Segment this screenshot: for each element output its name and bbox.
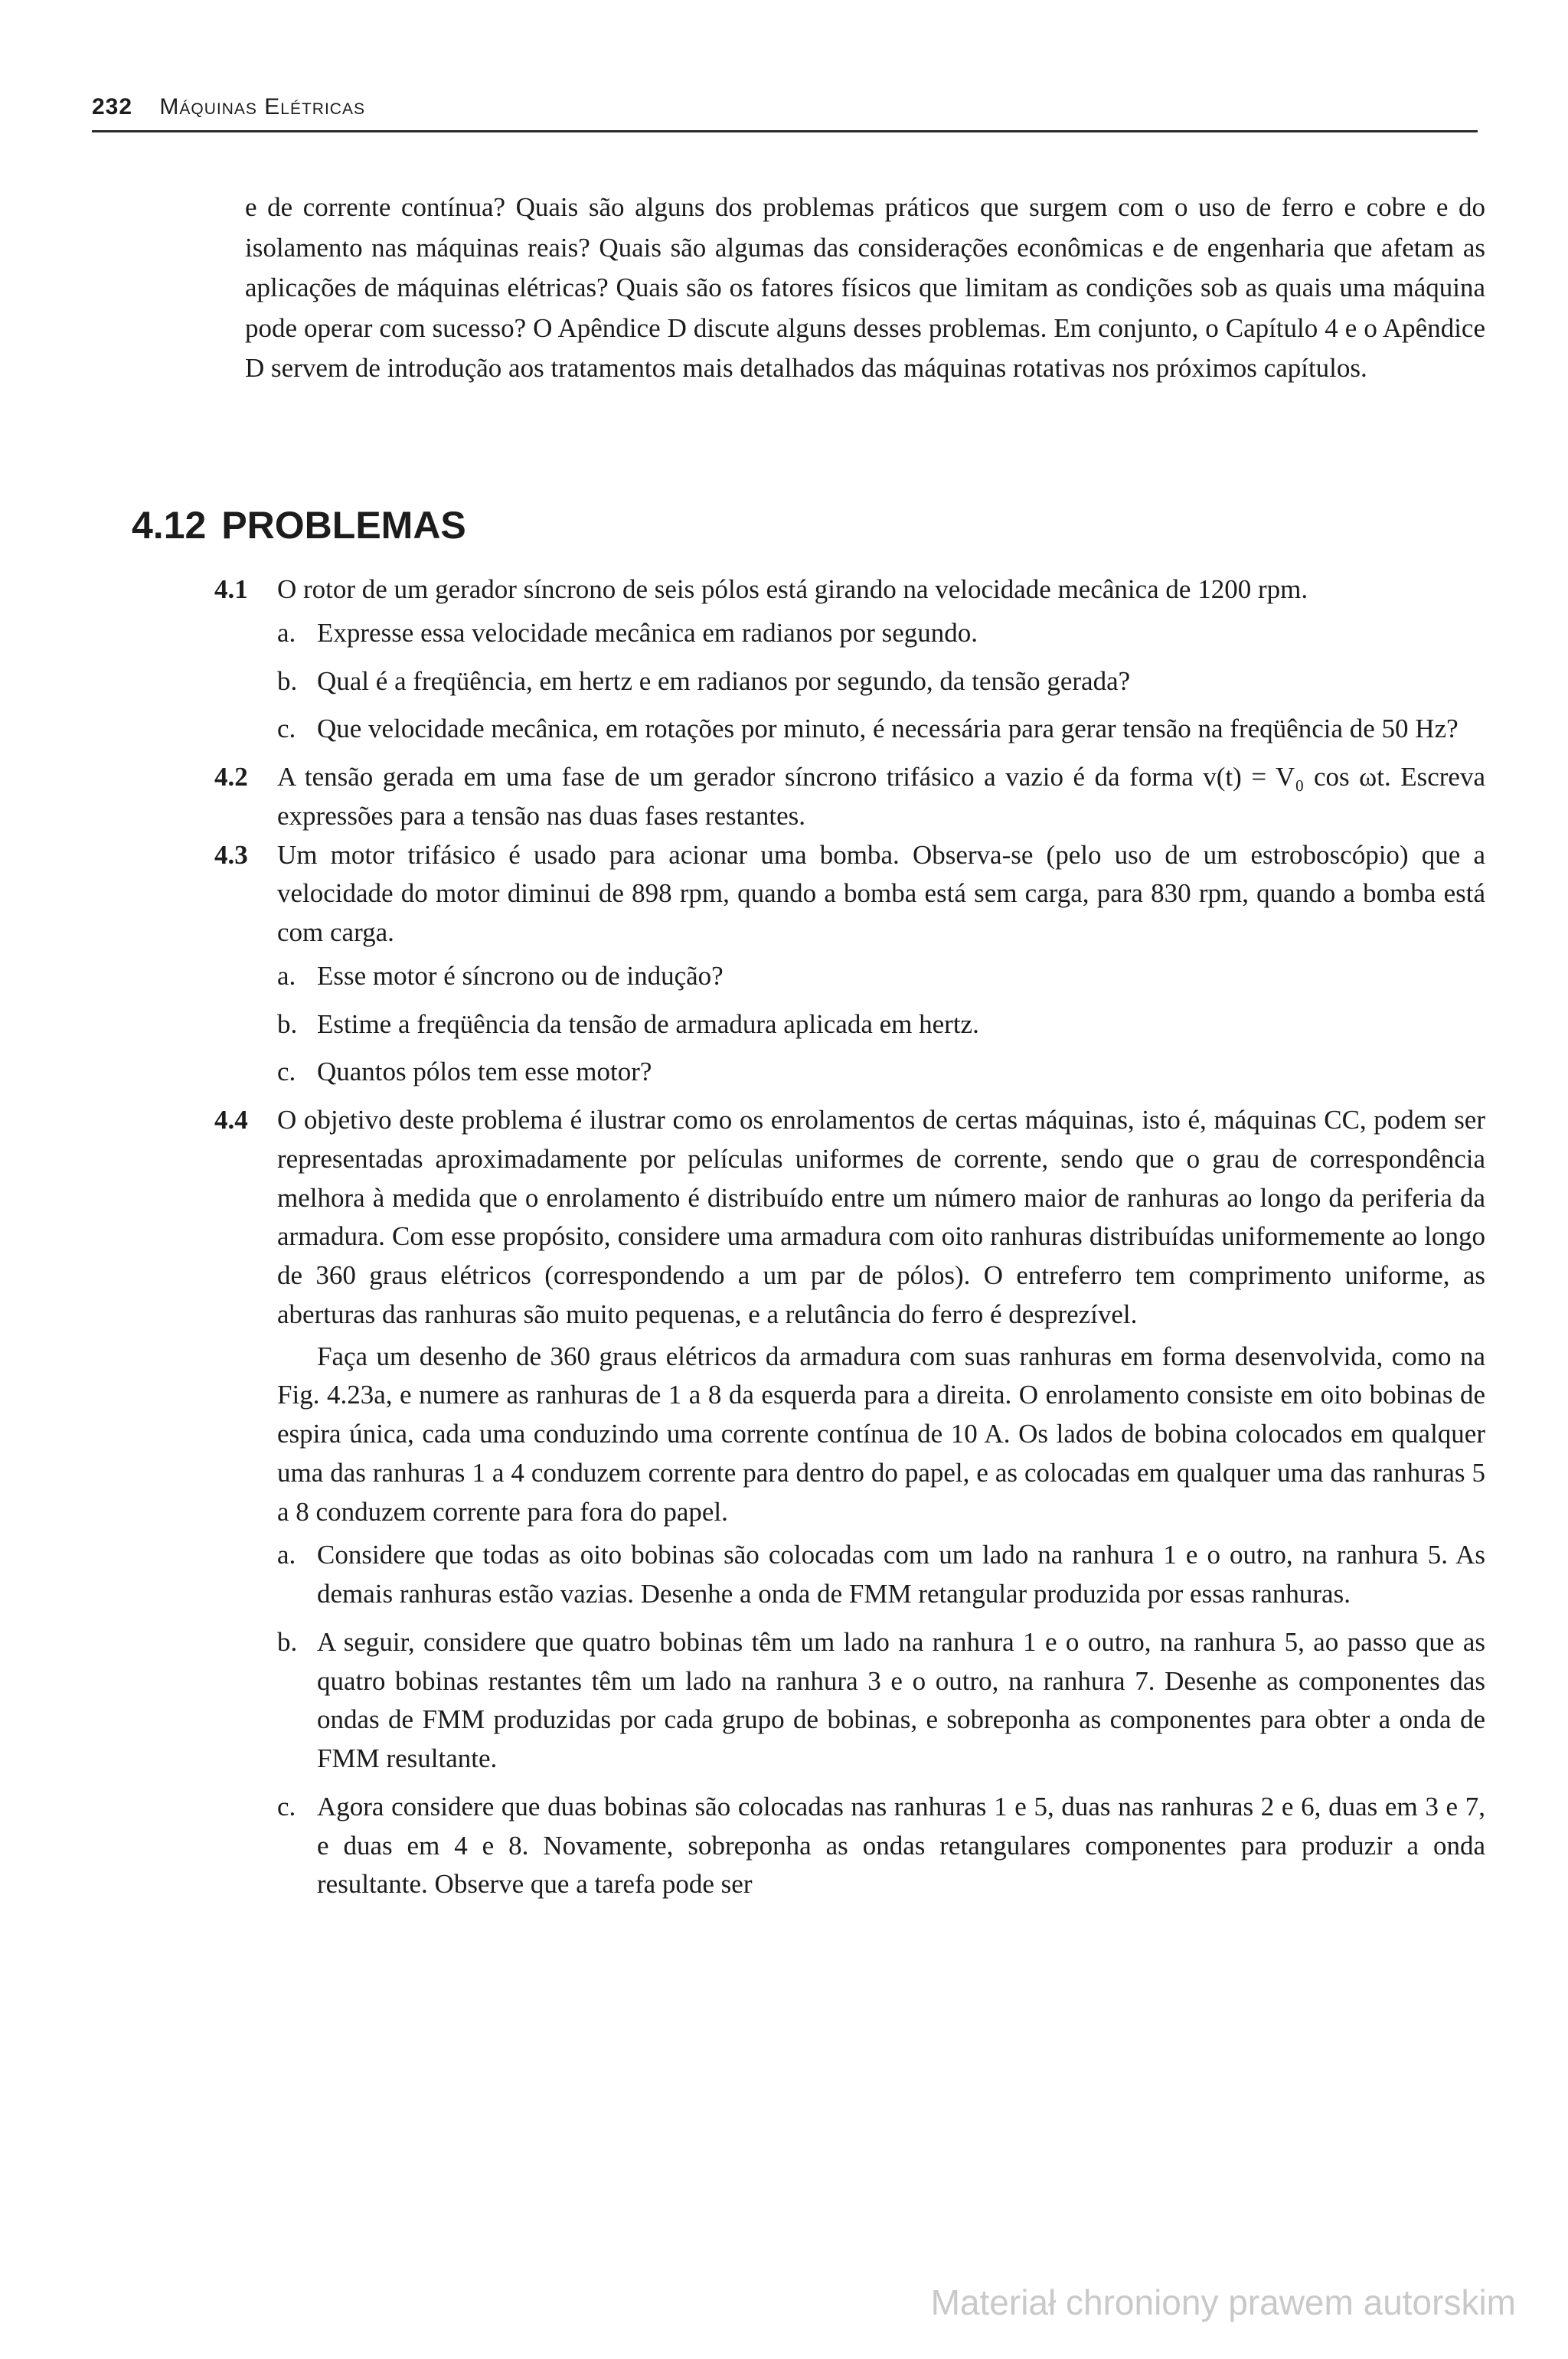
problem-part — [277, 662, 1485, 701]
problem-part — [277, 1536, 1485, 1614]
part-label: b. — [277, 1008, 298, 1039]
page-number: 232 — [92, 94, 133, 119]
part-label: a. — [277, 1540, 296, 1570]
problem-4-1 — [214, 570, 1485, 749]
problem-number: 4.4 — [214, 1105, 248, 1135]
part-text: Esse motor é síncrono ou de indução? — [317, 960, 724, 991]
book-title: Máquinas Elétricas — [159, 94, 365, 119]
problem-number: 4.1 — [214, 574, 248, 604]
problem-list — [214, 570, 1485, 1913]
section-title: PROBLEMAS — [221, 504, 466, 547]
part-text: Considere que todas as oito bobinas são colocadas com um lado na ranhura 1 e o outro, na ranhura 5. As demais ranhuras estão vazias. Desenhe a onda de FMM retangular produzida por essas ranhuras. — [317, 1540, 1485, 1609]
part-label: b. — [277, 665, 298, 696]
intro-paragraph: e de corrente contínua? Quais são alguns dos problemas práticos que surgem com o uso de ferro e cobre e do isolamento nas máquinas reais? Quais são algumas das considerações econômicas e de engenharia que afetam as aplicações de máquinas elétricas? Quais são os fatores físicos que limitam as condições sob as quais uma máquina pode operar com sucesso? O Apêndice D discute alguns desses problemas. Em conjunto, o Capítulo 4 e o Apêndice D servem de introdução aos tratamentos mais detalhados das máquinas rotativas nos próximos capítulos. — [245, 192, 1485, 383]
problem-part — [277, 1788, 1485, 1904]
running-header — [92, 90, 1478, 132]
problem-4-2 — [214, 758, 1485, 836]
part-label: a. — [277, 960, 296, 991]
part-text: Agora considere que duas bobinas são colocadas nas ranhuras 1 e 5, duas nas ranhuras 2 e 6, duas em 3 e 7, e duas em 4 e 8. Novamente, sobreponha as ondas retangulares componentes para produzir a onda resultante. Observe que a tarefa pode ser — [317, 1791, 1485, 1900]
section-heading — [132, 498, 466, 554]
problem-4-3 — [214, 836, 1485, 1093]
problem-statement: O rotor de um gerador síncrono de seis pólos está girando na velocidade mecânica de 1200 rpm. — [277, 574, 1308, 604]
part-text: Expresse essa velocidade mecânica em radianos por segundo. — [317, 617, 978, 648]
problem-number: 4.3 — [214, 839, 248, 870]
problem-part — [277, 1053, 1485, 1092]
problem-statement: Um motor trifásico é usado para acionar uma bomba. Observa-se (pelo uso de um estroboscópio) que a velocidade do motor diminui de 898 rpm, quando a bomba está sem carga, para 830 rpm, quando a bomba está com carga. — [277, 839, 1485, 947]
problem-statement: A tensão gerada em uma fase de um gerador síncrono trifásico a vazio é da forma v(t) = V₀ cos ωt. Escreva expressões para a tensão nas duas fases restantes. — [277, 762, 1485, 831]
problem-number: 4.2 — [214, 762, 248, 792]
part-text: Qual é a freqüência, em hertz e em radianos por segundo, da tensão gerada? — [317, 665, 1131, 696]
part-label: c. — [277, 1057, 296, 1087]
problem-part — [277, 1005, 1485, 1044]
section-number: 4.12 — [132, 504, 207, 547]
part-text: A seguir, considere que quatro bobinas têm um lado na ranhura 1 e o outro, na ranhura 5, ao passo que as quatro bobinas restantes têm um lado na ranhura 3 e o outro, na ranhura 7. Desenhe as componentes das ondas de FMM produzidas por cada grupo de bobinas, e sobreponha as componentes para obter a onda de FMM resultante. — [317, 1626, 1485, 1773]
part-label: c. — [277, 1791, 296, 1822]
problem-statement-continued: Faça um desenho de 360 graus elétricos da armadura com suas ranhuras em forma desenvolvida, como na Fig. 4.23a, e numere as ranhuras de 1 a 8 da esquerda para a direita. O enrolamento consiste em oito bobinas de espira única, cada uma conduzindo uma corrente contínua de 10 A. Os lados de bobina colocados em qualquer uma das ranhuras 1 a 4 conduzem corrente para dentro do papel, e as colocadas em qualquer uma das ranhuras 5 a 8 conduzem corrente para fora do papel. — [277, 1341, 1485, 1527]
part-text: Que velocidade mecânica, em rotações por minuto, é necessária para gerar tensão na freqüência de 50 Hz? — [317, 714, 1459, 744]
part-text: Quantos pólos tem esse motor? — [317, 1057, 652, 1087]
part-label: a. — [277, 617, 296, 648]
problem-parts — [277, 614, 1485, 749]
copyright-watermark: Materiał chroniony prawem autorskim — [930, 2282, 1516, 2323]
problem-parts — [277, 1536, 1485, 1904]
problem-part — [277, 710, 1485, 749]
problem-statement: O objetivo deste problema é ilustrar como os enrolamentos de certas máquinas, isto é, máquinas CC, podem ser representadas aproximadamente por películas uniformes de corrente, sendo que o grau de correspondência melhora à medida que o enrolamento é distribuído entre um número maior de ranhuras ao longo da periferia da armadura. Com esse propósito, considere uma armadura com oito ranhuras distribuídas uniformemente ao longo de 360 graus elétricos (correspondendo a um par de pólos). O entreferro tem comprimento uniforme, as aberturas das ranhuras são muito pequenas, e a relutância do ferro é desprezível. — [277, 1105, 1485, 1329]
part-label: b. — [277, 1626, 298, 1657]
problem-part — [277, 957, 1485, 996]
problem-parts — [277, 957, 1485, 1092]
part-text: Estime a freqüência da tensão de armadura aplicada em hertz. — [317, 1008, 979, 1039]
part-label: c. — [277, 714, 296, 744]
problem-4-4 — [214, 1101, 1485, 1904]
problem-part — [277, 1623, 1485, 1779]
problem-part — [277, 614, 1485, 653]
